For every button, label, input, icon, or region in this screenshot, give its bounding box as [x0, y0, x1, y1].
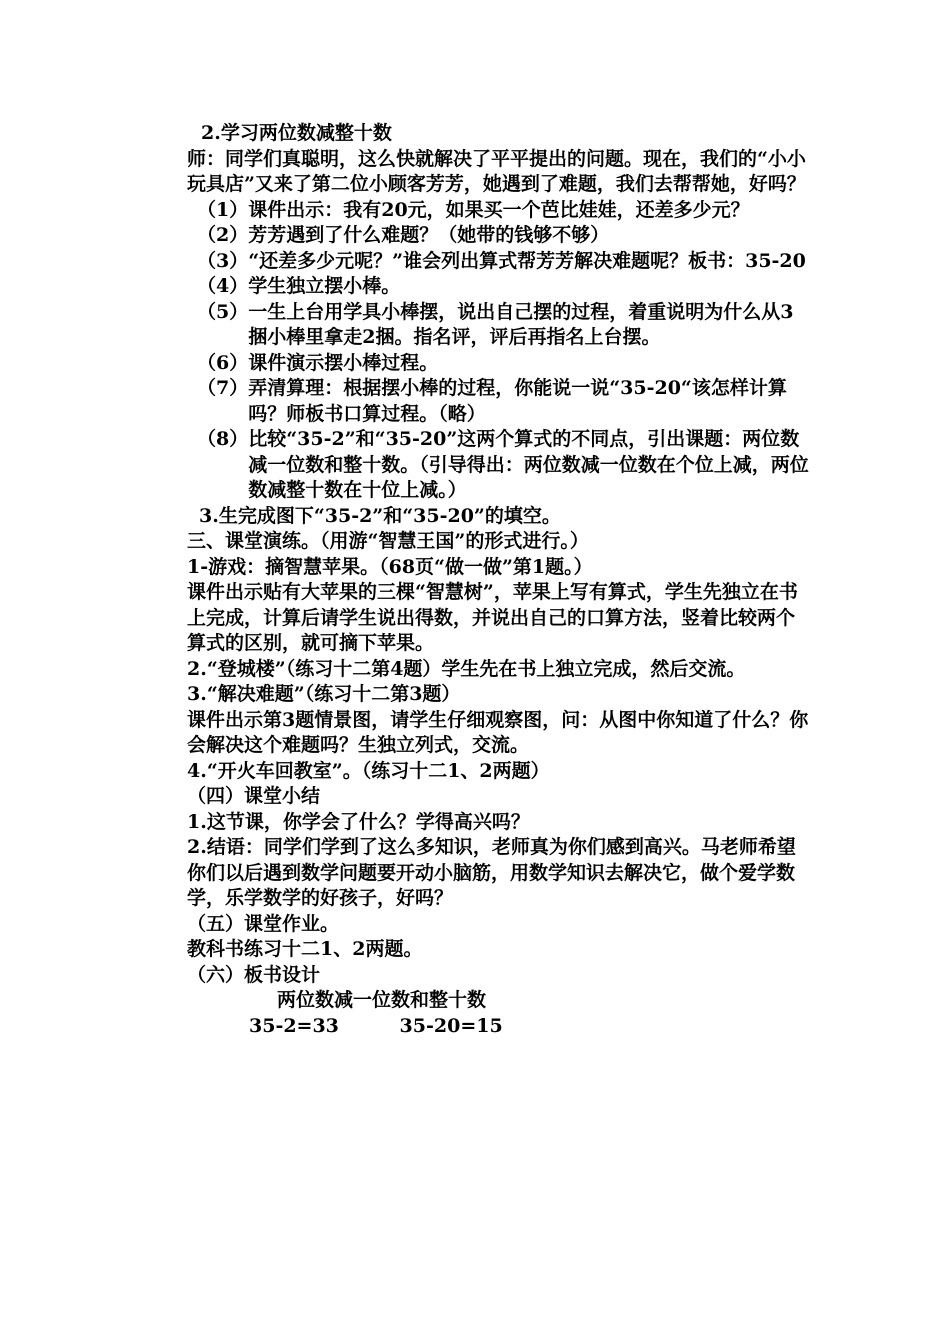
practice-item-2: 2.“登城楼”（练习十二第4题）学生先在书上独立完成，然后交流。: [187, 657, 746, 680]
practice-item-3-description: 课件出示第3题情景图，请学生仔细观察图，问：从图中你知道了什么？你会解决这个难题吗？生独立列式，交流。: [187, 708, 809, 756]
board-formula: 35-20=15: [399, 1014, 503, 1037]
step-text: 一生上台用学具小棒摆，说出自己摆的过程，着重说明为什么从3捆小棒里拿走2捆。指名评，评后再指名上台摆。: [248, 300, 794, 348]
step-item: [187, 223, 809, 249]
section-title-board-design: （六）板书设计: [187, 963, 321, 986]
practice-item-1-description: 课件出示贴有大苹果的三棵“智慧树”，苹果上写有算式，学生先独立在书上完成，计算后请学生说出得数，并说出自己的口算方法，竖着比较两个算式的区别，就可摘下苹果。: [187, 581, 798, 654]
step-number: （4）: [197, 275, 249, 297]
step-text: 课件出示：我有20元，如果买一个芭比娃娃，还差多少元？: [248, 198, 750, 221]
homework-text: 教科书练习十二1、2两题。: [187, 938, 423, 960]
section-title-practice: 三、课堂演练。（用游“智慧王国”的形式进行。）: [187, 530, 589, 552]
step-text: 课件演示摆小棒过程。: [248, 351, 439, 374]
step-text: “还差多少元呢？”谁会列出算式帮芳芳解决难题呢？板书：35-20: [248, 249, 806, 272]
step-number: （6）: [197, 351, 249, 374]
step-text: 比较“35-2”和“35-20”这两个算式的不同点，引出课题：两位数减一位数和整十数。（引导得出：两位数减一位数在个位上减，两位数减整十数在十位上减。）: [248, 428, 809, 501]
step-number: （7）: [197, 377, 249, 399]
board-formula: 35-2=33: [249, 1014, 339, 1037]
board-design-title: 两位数减一位数和整十数: [277, 989, 487, 1011]
summary-item-2: 2.结语：同学们学到了这么多知识，老师真为你们感到高兴。马老师希望你们以后遇到数学问题要开动小脑筋，用数学知识去解决它，做个爱学数学，乐学数学的好孩子，好吗？: [187, 836, 796, 909]
practice-item-1: 1-游戏：摘智慧苹果。（68页“做一做”第1题。）: [187, 555, 593, 578]
step-text: 学生独立摆小棒。: [248, 275, 401, 297]
practice-item-4: 4.“开火车回教室”。（练习十二1、2两题）: [187, 759, 550, 782]
step-number: （8）: [197, 428, 249, 450]
step-text: 芳芳遇到了什么难题？（她带的钱够不够）: [248, 224, 610, 246]
section-heading-2: 2.学习两位数减整十数: [201, 122, 392, 144]
board-design-formulas: [187, 1014, 809, 1040]
step-item: [187, 376, 809, 427]
step-text: 弄清算理：根据摆小棒的过程，你能说一说“35-20“该怎样计算吗？师板书口算过程。（略）: [248, 377, 787, 425]
step-item: [187, 198, 809, 224]
intro-paragraph: 师：同学们真聪明，这么快就解决了平平提出的问题。现在，我们的“小小玩具店”又来了第二位小顾客芳芳，她遇到了难题，我们去帮帮她，好吗？: [187, 147, 806, 195]
step-item: [187, 427, 809, 504]
summary-item-1: 1.这节课，你学会了什么？学得高兴吗？: [187, 810, 530, 833]
step-number: （3）: [197, 249, 249, 272]
step-number: （2）: [197, 224, 249, 246]
practice-item-3: 3.“解决难题”（练习十二第3题）: [187, 683, 461, 705]
section-heading-3: 3.生完成图下“35-2”和“35-20”的填空。: [199, 504, 561, 527]
step-item: [187, 351, 809, 377]
step-number: （1）: [197, 198, 249, 221]
section-title-homework: （五）课堂作业。: [187, 912, 340, 935]
step-item: [187, 249, 809, 275]
step-number: （5）: [197, 300, 249, 323]
step-item: [187, 274, 809, 300]
lesson-plan-body: [187, 121, 809, 1039]
section-title-summary: （四）课堂小结: [187, 785, 321, 807]
step-item: [187, 300, 809, 351]
